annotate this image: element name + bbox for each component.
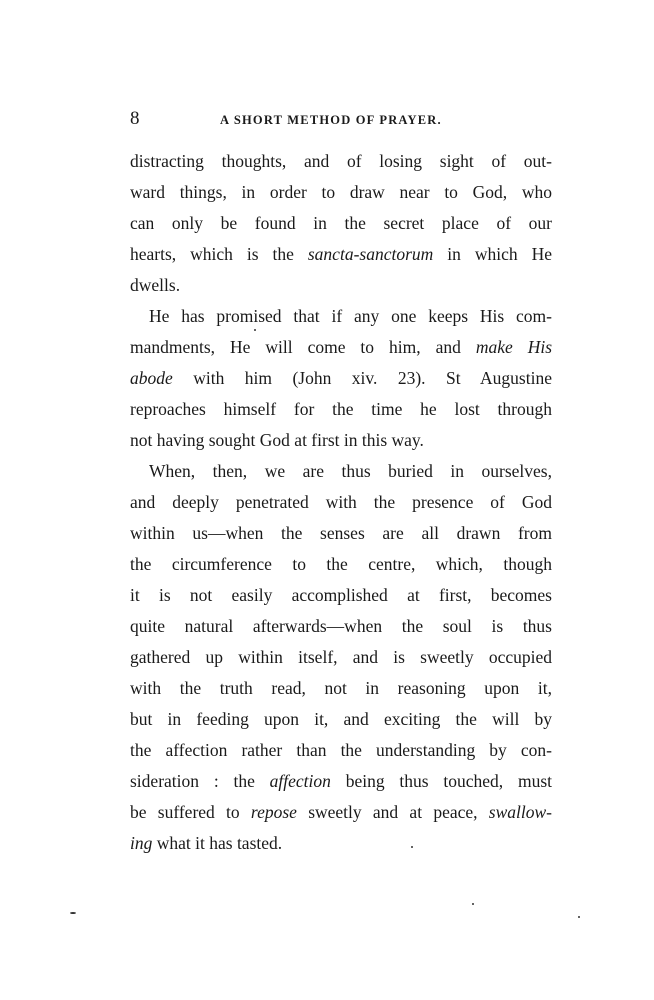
text-line: [130, 332, 552, 363]
text-segment: within us—when the senses are all drawn from: [130, 523, 552, 543]
scan-speck: [70, 912, 76, 914]
text-segment: mandments, He will come to him, and: [130, 337, 476, 357]
scan-speck: [578, 916, 580, 918]
text-line: [130, 456, 552, 487]
scan-speck: [254, 329, 256, 331]
italic-phrase: ing: [130, 833, 153, 853]
text-segment: reproaches himself for the time he lost through: [130, 399, 552, 419]
text-segment: in which He: [433, 244, 552, 264]
text-segment: When, then, we are thus buried in ourselves,: [149, 461, 552, 481]
text-segment: the circumference to the centre, which, though: [130, 554, 552, 574]
text-segment: not having sought God at first in this way.: [130, 430, 424, 450]
text-segment: can only be found in the secret place of our: [130, 213, 552, 233]
text-segment: being thus touched, must: [330, 771, 552, 791]
text-segment: with him (John xiv. 23). St Augustine: [172, 368, 552, 388]
italic-phrase: sancta-sanctorum: [307, 244, 434, 264]
text-line: [130, 735, 552, 766]
text-segment: and deeply penetrated with the presence of God: [130, 492, 552, 512]
text-segment: dwells.: [130, 275, 181, 295]
italic-phrase: make His: [475, 337, 553, 357]
text-segment: He has promised that if any one keeps His com-: [149, 306, 552, 326]
scan-speck: [472, 903, 474, 905]
text-line: [130, 580, 552, 611]
text-line: [130, 518, 552, 549]
text-line: [130, 270, 552, 301]
text-segment: gathered up within itself, and is sweetly occupied: [130, 647, 552, 667]
text-segment: it is not easily accomplished at first, becomes: [130, 585, 552, 605]
text-segment: be suffered to: [130, 802, 251, 822]
text-line: [130, 394, 552, 425]
text-segment: quite natural afterwards—when the soul is thus: [130, 616, 552, 636]
text-line: [130, 425, 552, 456]
text-line: [130, 177, 552, 208]
italic-phrase: swallow-: [488, 802, 552, 822]
text-segment: hearts, which is the: [130, 244, 308, 264]
text-segment: with the truth read, not in reasoning upon it,: [130, 678, 552, 698]
text-line: [130, 611, 552, 642]
italic-phrase: abode: [130, 368, 173, 388]
text-line: [130, 704, 552, 735]
text-segment: sideration : the: [130, 771, 270, 791]
running-title: A SHORT METHOD OF PRAYER.: [220, 113, 442, 127]
scan-speck: [411, 846, 413, 848]
text-segment: sweetly and at peace,: [296, 802, 489, 822]
italic-phrase: affection: [269, 771, 331, 791]
text-line: [130, 301, 552, 332]
text-line: [130, 146, 552, 177]
text-line: [130, 549, 552, 580]
page-number: 8: [130, 108, 140, 129]
text-line: [130, 828, 552, 859]
text-segment: but in feeding upon it, and exciting the will by: [130, 709, 552, 729]
text-line: [130, 487, 552, 518]
italic-phrase: repose: [250, 802, 297, 822]
text-line: [130, 797, 552, 828]
text-segment: distracting thoughts, and of losing sight of out-: [130, 151, 552, 171]
text-line: [130, 766, 552, 797]
text-line: [130, 363, 552, 394]
text-line: [130, 239, 552, 270]
page-header: [130, 108, 554, 132]
text-segment: ward things, in order to draw near to God, who: [130, 182, 552, 202]
text-segment: what it has tasted.: [152, 833, 283, 853]
text-segment: the affection rather than the understanding by con-: [130, 740, 552, 760]
text-line: [130, 673, 552, 704]
text-line: [130, 642, 552, 673]
text-line: [130, 208, 552, 239]
body-text: [130, 146, 552, 859]
